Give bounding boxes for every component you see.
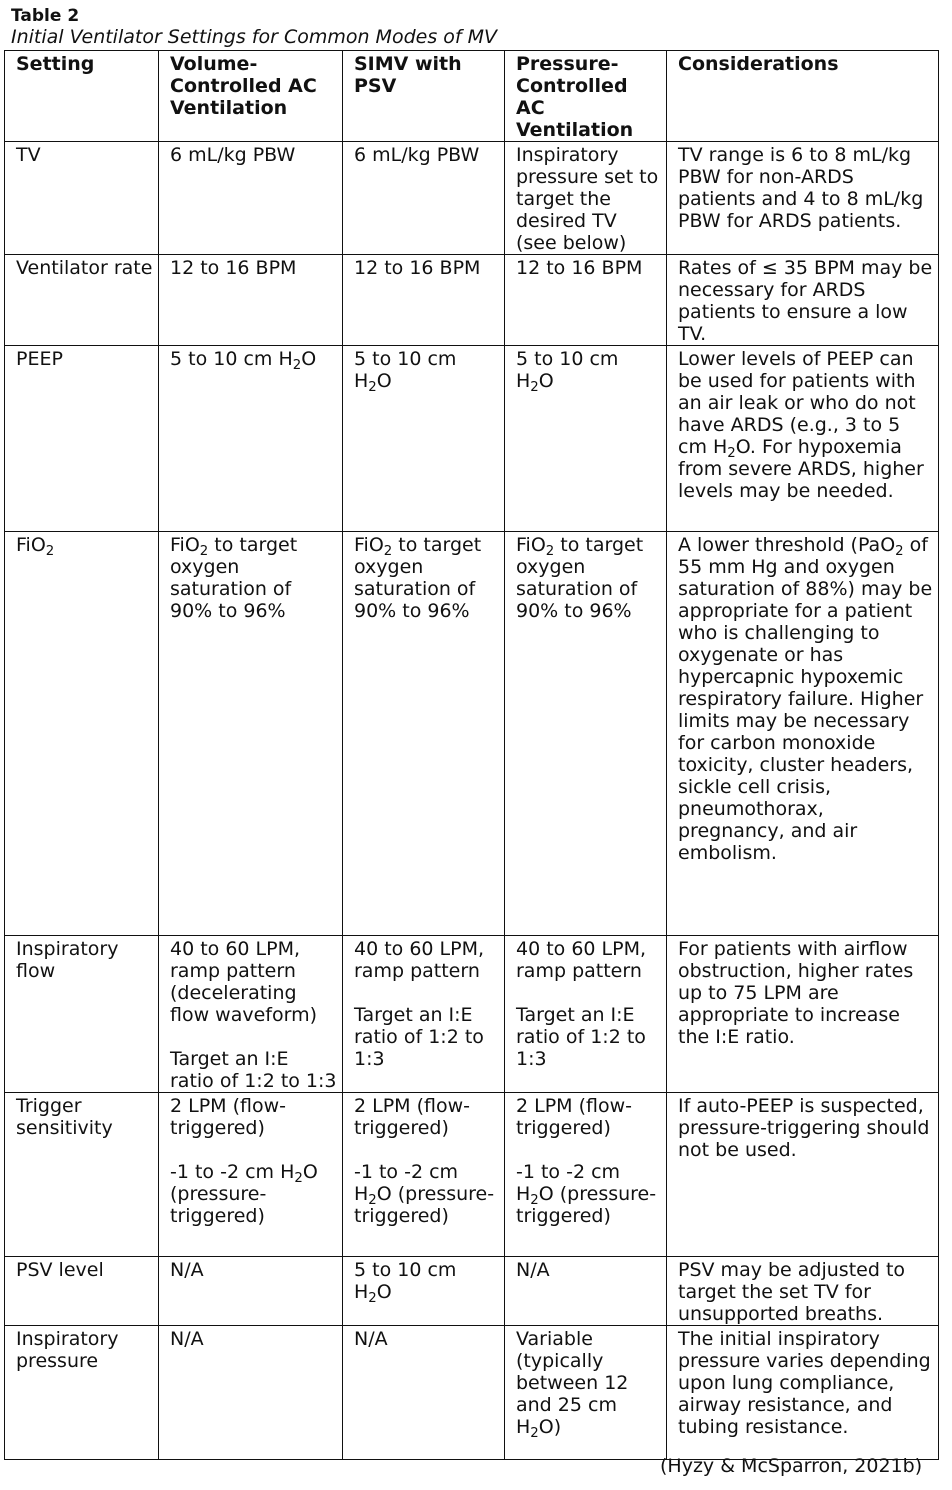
cell-considerations (667, 936, 939, 1093)
table-header-row (5, 51, 939, 142)
cell-pressure-controlled-ac (505, 346, 667, 532)
table-row (5, 1257, 939, 1326)
cell-text: Target an I:E ratio of 1:2 to 1:3 (516, 1004, 646, 1070)
cell-considerations (667, 532, 939, 936)
cell-volume-controlled-ac (159, 346, 343, 532)
cell-text: FiO$_2$ (16, 534, 55, 559)
cell-setting (5, 142, 159, 255)
cell-text: -1 to -2 cm $H_2O$ (pressure-triggered) (170, 1161, 318, 1227)
cell-text: 12 to 16 BPM (354, 257, 481, 279)
cell-volume-controlled-ac (159, 532, 343, 936)
cell-pressure-controlled-ac (505, 142, 667, 255)
cell-considerations (667, 1257, 939, 1326)
cell-simv-psv (343, 255, 505, 346)
cell-text: 5 to 10 cm $H_2O$ (170, 348, 317, 373)
cell-text: 5 to 10 cm $H_2O$ (354, 1259, 457, 1306)
table-row (5, 255, 939, 346)
cell-considerations (667, 255, 939, 346)
cell-pressure-controlled-ac (505, 532, 667, 936)
cell-text: N/A (170, 1328, 204, 1350)
cell-text: 2 LPM (flow-triggered) (354, 1095, 471, 1139)
table-number: Table 2 (11, 6, 80, 26)
cell-text: Inspiratory pressure set to target the desired TV (see below) (516, 144, 659, 254)
table-title: Initial Ventilator Settings for Common Modes of MV (11, 26, 498, 48)
cell-text: 12 to 16 BPM (170, 257, 297, 279)
cell-text: TV range is 6 to 8 mL/kg PBW for non-ARDS patients and 4 to 8 mL/kg PBW for ARDS patients. (678, 144, 924, 232)
cell-text: N/A (516, 1259, 550, 1281)
cell-pressure-controlled-ac (505, 255, 667, 346)
cell-text: 6 mL/kg PBW (170, 144, 296, 166)
cell-setting (5, 1257, 159, 1326)
cell-volume-controlled-ac (159, 1093, 343, 1257)
cell-text: TV (16, 144, 41, 166)
cell-text: Ventilator rate (16, 257, 153, 279)
cell-text: Inspiratory pressure (16, 1328, 119, 1372)
cell-pressure-controlled-ac (505, 1257, 667, 1326)
cell-text: Rates of ≤ 35 BPM may be necessary for ARDS patients to ensure a low TV. (678, 257, 933, 345)
cell-text: FiO$_2$ to target oxygen saturation of 90% to 96% (516, 534, 644, 622)
cell-text: Variable (typically between 12 and 25 cm $H_2O$) (516, 1328, 629, 1441)
cell-simv-psv (343, 142, 505, 255)
cell-pressure-controlled-ac (505, 1326, 667, 1460)
cell-text: 12 to 16 BPM (516, 257, 643, 279)
header-considerations: Considerations (667, 51, 939, 142)
cell-text: 6 mL/kg PBW (354, 144, 480, 166)
cell-text: N/A (354, 1328, 388, 1350)
cell-simv-psv (343, 1257, 505, 1326)
cell-setting (5, 346, 159, 532)
cell-setting (5, 532, 159, 936)
cell-text: 40 to 60 LPM, ramp pattern (decelerating flow waveform) (170, 938, 317, 1026)
cell-pressure-controlled-ac (505, 936, 667, 1093)
cell-volume-controlled-ac (159, 1326, 343, 1460)
table-caption (11, 6, 497, 48)
cell-considerations (667, 142, 939, 255)
cell-volume-controlled-ac (159, 255, 343, 346)
cell-text: PSV level (16, 1259, 104, 1281)
cell-considerations (667, 1326, 939, 1460)
table-body (5, 142, 939, 1460)
cell-setting (5, 1326, 159, 1460)
cell-volume-controlled-ac (159, 1257, 343, 1326)
table-row (5, 1093, 939, 1257)
cell-text: PSV may be adjusted to target the set TV for unsupported breaths. (678, 1259, 906, 1325)
cell-text: Target an I:E ratio of 1:2 to 1:3 (170, 1048, 337, 1092)
cell-text: 40 to 60 LPM, ramp pattern (516, 938, 647, 982)
header-volume-controlled-ac: Volume-Controlled AC Ventilation (159, 51, 343, 142)
cell-simv-psv (343, 346, 505, 532)
header-pressure-controlled-ac: Pressure-Controlled AC Ventilation (505, 51, 667, 142)
cell-simv-psv (343, 936, 505, 1093)
cell-text: -1 to -2 cm $H_2O$ (pressure-triggered) (516, 1161, 657, 1227)
cell-text: Trigger sensitivity (16, 1095, 113, 1139)
header-setting: Setting (5, 51, 159, 142)
table-row (5, 936, 939, 1093)
cell-considerations (667, 1093, 939, 1257)
cell-text: -1 to -2 cm $H_2O$ (pressure-triggered) (354, 1161, 495, 1227)
cell-text: Inspiratory flow (16, 938, 119, 982)
cell-text: A lower threshold (PaO$_2$ of 55 mm Hg and oxygen saturation of 88%) may be appropriate for a patient who is challenging to oxygenate or has hypercapnic hypoxemic respiratory failure. Higher limits may be necessary for carbon monoxide toxicity, cluster headers, sickle cell crisis, pneumothorax, pregnancy, and air embolism. (678, 534, 933, 864)
cell-text: For patients with airflow obstruction, higher rates up to 75 LPM are appropriate to increase the I:E ratio. (678, 938, 914, 1048)
cell-volume-controlled-ac (159, 936, 343, 1093)
cell-text: N/A (170, 1259, 204, 1281)
ventilator-settings-table (4, 50, 939, 1460)
cell-text: 2 LPM (flow-triggered) (516, 1095, 633, 1139)
cell-volume-controlled-ac (159, 142, 343, 255)
cell-text: The initial inspiratory pressure varies depending upon lung compliance, airway resistance, and tubing resistance. (678, 1328, 931, 1438)
table-row (5, 142, 939, 255)
table-row (5, 346, 939, 532)
cell-setting (5, 1093, 159, 1257)
cell-text: Target an I:E ratio of 1:2 to 1:3 (354, 1004, 484, 1070)
cell-considerations (667, 346, 939, 532)
citation: (Hyzy & McSparron, 2021b) (660, 1455, 923, 1477)
cell-text: FiO$_2$ to target oxygen saturation of 90% to 96% (354, 534, 482, 622)
cell-text: PEEP (16, 348, 63, 370)
cell-text: Lower levels of PEEP can be used for patients with an air leak or who do not have ARDS (e.g., 3 to 5 cm $H_2O$. For hypoxemia from severe ARDS, higher levels may be needed. (678, 348, 924, 502)
cell-text: If auto-PEEP is suspected, pressure-triggering should not be used. (678, 1095, 930, 1161)
header-simv-psv: SIMV with PSV (343, 51, 505, 142)
cell-text: 2 LPM (flow-triggered) (170, 1095, 287, 1139)
cell-setting (5, 936, 159, 1093)
cell-simv-psv (343, 532, 505, 936)
table-row (5, 532, 939, 936)
cell-simv-psv (343, 1326, 505, 1460)
cell-setting (5, 255, 159, 346)
cell-text: FiO$_2$ to target oxygen saturation of 90% to 96% (170, 534, 298, 622)
cell-text: 5 to 10 cm $H_2O$ (516, 348, 619, 395)
cell-text: 5 to 10 cm $H_2O$ (354, 348, 457, 395)
table-row (5, 1326, 939, 1460)
cell-pressure-controlled-ac (505, 1093, 667, 1257)
cell-text: 40 to 60 LPM, ramp pattern (354, 938, 485, 982)
cell-simv-psv (343, 1093, 505, 1257)
